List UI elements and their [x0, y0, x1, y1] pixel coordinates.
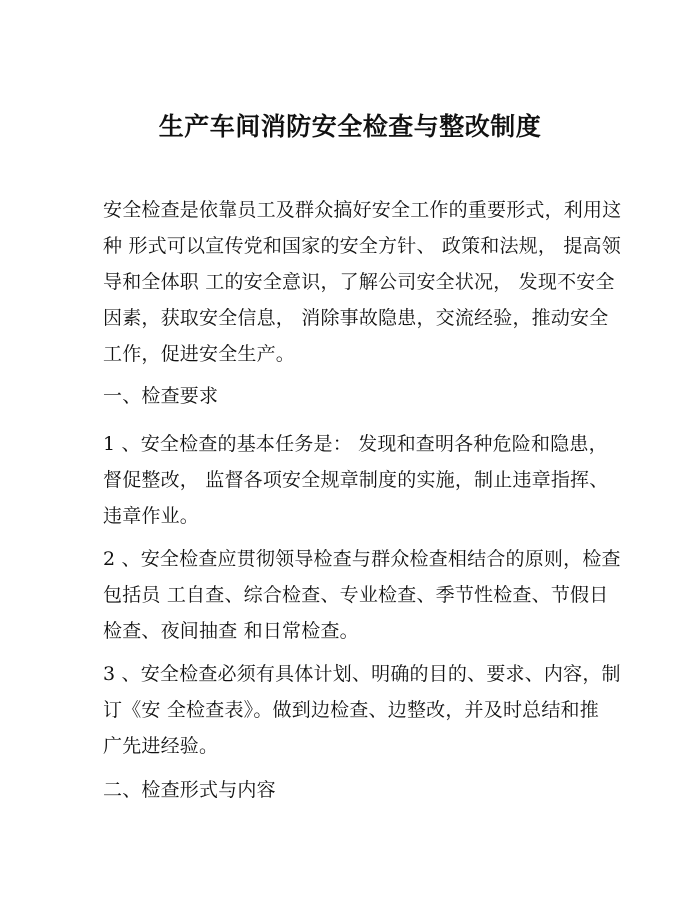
requirement-item-2 — [103, 541, 621, 649]
text-line: 检查、夜间抽查 和日常检查。 — [103, 620, 359, 642]
text-line: 导和全体职 工的安全意识，了解公司安全状况， 发现不安全 — [103, 271, 615, 293]
section-heading-requirements — [103, 378, 613, 414]
text-line: 3 、安全检查必须有具体计划、明确的目的、要求、内容，制 — [103, 663, 621, 685]
text-line: 督促整改， 监督各项安全规章制度的实施，制止违章指挥、 — [103, 469, 609, 491]
requirement-item-1 — [103, 426, 613, 534]
section-heading: 一、检查要求 — [103, 385, 219, 407]
text-line: 1 、安全检查的基本任务是： 发现和查明各种危险和隐患， — [103, 433, 608, 455]
text-line: 安全检查是依靠员工及群众搞好安全工作的重要形式，利用这 — [103, 199, 622, 221]
text-line: 广先进经验。 — [103, 735, 219, 757]
text-line: 因素，获取安全信息， 消除事故隐患，交流经验，推动安全 — [103, 307, 609, 329]
section-heading-forms-content — [103, 772, 613, 808]
intro-paragraph — [103, 192, 622, 372]
text-line: 种 形式可以宣传党和国家的安全方针、 政策和法规， 提高领 — [103, 235, 621, 257]
text-line: 订《安 全检查表》。做到边检查、边整改，并及时总结和推 — [103, 699, 599, 721]
text-line: 违章作业。 — [103, 505, 200, 527]
section-heading: 二、检查形式与内容 — [103, 779, 276, 801]
text-line: 包括员 工自查、综合检查、专业检查、季节性检查、节假日 — [103, 584, 609, 606]
text-line: 2 、安全检查应贯彻领导检查与群众检查相结合的原则，检查 — [103, 548, 621, 570]
document-title: 生产车间消防安全检查与整改制度 — [158, 112, 542, 141]
text-line: 工作，促进安全生产。 — [103, 343, 296, 365]
requirement-item-3 — [103, 656, 621, 764]
